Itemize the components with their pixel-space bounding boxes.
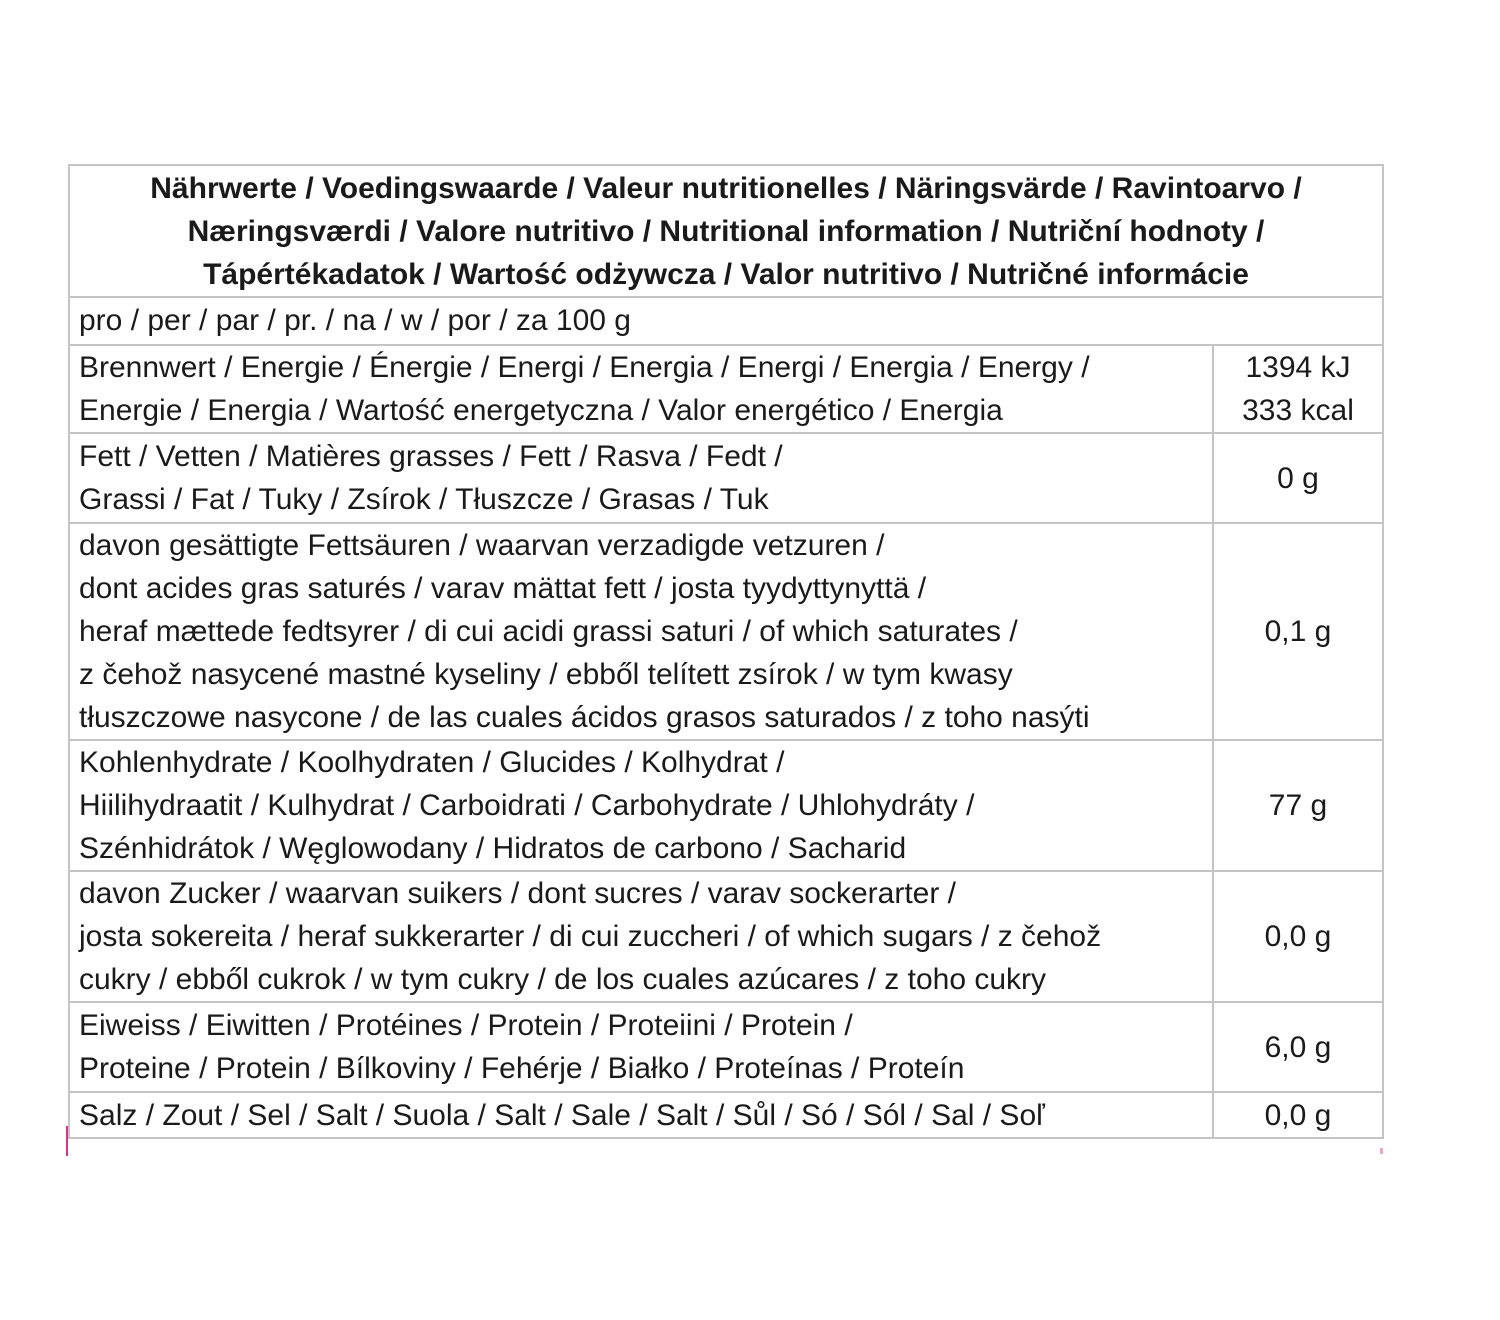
salt-value: 0,0 g [1213, 1092, 1383, 1138]
table-title [69, 165, 1383, 297]
fat-label: Fett / Vetten / Matières grasses / Fett / Rasva / Fedt / Grassi / Fat / Tuky / Zsírok / Tłuszcze / Grasas / Tuk [69, 433, 1213, 523]
table-row-sugars [69, 871, 1383, 1002]
crop-mark-right [1380, 1148, 1383, 1154]
table-row-protein [69, 1002, 1383, 1092]
salt-label: Salz / Zout / Sel / Salt / Suola / Salt / Sale / Salt / Sůl / Só / Sól / Sal / Soľ [69, 1092, 1213, 1138]
carbohydrate-value: 77 g [1213, 740, 1383, 871]
title-line-2: Næringsværdi / Valore nutritivo / Nutritional information / Nutriční hodnoty / [187, 214, 1265, 248]
sugars-label: davon Zucker / waarvan suikers / dont sucres / varav sockerarter / josta sokereita / heraf sukkerarter / di cui zuccheri / of which sugars / z čehož cukry / ebből cukrok / w tym cukry / de los cuales azúcares / z toho cukry [69, 871, 1213, 1002]
title-row [69, 165, 1383, 297]
sugars-value: 0,0 g [1213, 871, 1383, 1002]
per-100g-label: pro / per / par / pr. / na / w / por / za 100 g [69, 297, 1383, 345]
saturates-label: davon gesättigte Fettsäuren / waarvan verzadigde vetzuren / dont acides gras saturés / varav mättat fett / josta tyydyttynyttä / heraf mættede fedtsyrer / di cui acidi grassi saturi / of which saturates / z čehož nasycené mastné kyseliny / ebből telített zsírok / w tym kwasy tłuszczowe nasycone / de las cuales ácidos grasos saturados / z toho nasýti [69, 523, 1213, 740]
saturates-value: 0,1 g [1213, 523, 1383, 740]
protein-label: Eiweiss / Eiwitten / Protéines / Protein / Proteiini / Protein / Proteine / Protein / Bílkoviny / Fehérje / Białko / Proteínas / Proteín [69, 1002, 1213, 1092]
energy-value: 1394 kJ 333 kcal [1213, 345, 1383, 433]
carbohydrate-label: Kohlenhydrate / Koolhydraten / Glucides / Kolhydrat / Hiilihydraatit / Kulhydrat / Carboidrati / Carbohydrate / Uhlohydráty / Szénhidrátok / Węglowodany / Hidratos de carbono / Sacharid [69, 740, 1213, 871]
crop-mark-left [66, 1126, 68, 1156]
fat-value: 0 g [1213, 433, 1383, 523]
table-row-saturates [69, 523, 1383, 740]
per-row [69, 297, 1383, 345]
table-row-carbohydrate [69, 740, 1383, 871]
nutrition-table [68, 164, 1384, 1139]
table-row-fat [69, 433, 1383, 523]
energy-label: Brennwert / Energie / Énergie / Energi / Energia / Energi / Energia / Energy / Energie / Energia / Wartość energetyczna / Valor energético / Energia [69, 345, 1213, 433]
title-line-1: Nährwerte / Voedingswaarde / Valeur nutritionelles / Näringsvärde / Ravintoarvo / [150, 171, 1302, 205]
table-row-salt [69, 1092, 1383, 1138]
table-row-energy [69, 345, 1383, 433]
protein-value: 6,0 g [1213, 1002, 1383, 1092]
title-line-3: Tápértékadatok / Wartość odżywcza / Valor nutritivo / Nutričné informácie [203, 257, 1249, 291]
